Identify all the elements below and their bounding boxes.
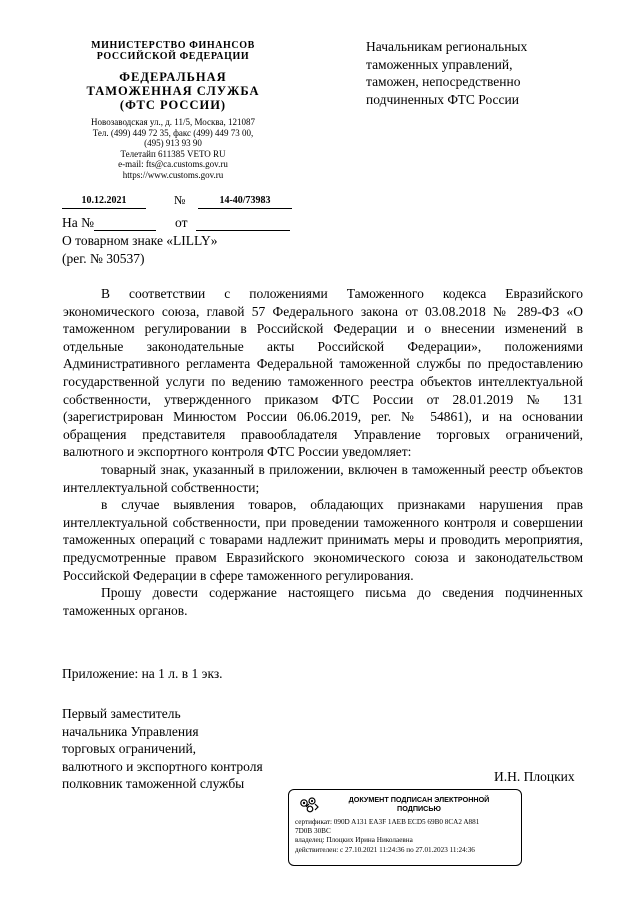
stamp-details [295, 818, 517, 855]
attachment-note: Приложение: на 1 л. в 1 экз. [62, 666, 223, 681]
reference-date-line [196, 230, 290, 231]
address-line-1: Новозаводская ул., д. 11/5, Москва, 121087 [91, 117, 255, 127]
registration-date [62, 195, 146, 206]
address-line-5: e-mail: fts@ca.customs.gov.ru [118, 159, 228, 170]
signatory-name: И.Н. Плоцких [494, 769, 575, 784]
ministry-name [62, 40, 284, 62]
subject-line-1: О товарном знаке «LILLY» [62, 233, 218, 248]
stamp-validity: действителен: с 27.10.2021 11:24:36 по 27.01.2023 11:24:36 [295, 845, 475, 854]
reference-number-line [94, 230, 156, 231]
subject [62, 232, 217, 267]
subject-line-2: (рег. № 30537) [62, 250, 145, 266]
body-paragraph-2: товарный знак, указанный в приложении, включен в таможенный реестр объектов интеллектуальной собственности; [63, 461, 583, 495]
signatory-line-3: торговых ограничений, [62, 741, 197, 757]
signatory-line-4: валютного и экспортного контроля [62, 758, 263, 774]
service-line-2: ТАМОЖЕННАЯ СЛУЖБА [86, 84, 260, 98]
customs-emblem-icon [297, 795, 321, 815]
body-paragraph-3: в случае выявления товаров, обладающих признаками нарушения прав интеллектуальной собственности, при проведении таможенного контроля и совершении таможенных операций с товарами надлежит принимать меры и проводить мероприятия, предусмотренные правом Евразийского экономического союза и законодательством Российской Федерации в сфере таможенного регулирования. [63, 497, 583, 583]
registration-number: 14-40/73983 [219, 195, 271, 206]
letter-body [63, 285, 583, 619]
signatory-line-2: начальника Управления [62, 723, 199, 739]
body-paragraph-1: В соответствии с положениями Таможенного кодекса Евразийского экономического союза, главой 57 Федерального закона от 03.08.2018 № 289-ФЗ «О таможенном регулировании в Российской Федерации и о внесении изменений в отдельные законодательные акты Российской Федерации», положениями Административного регламента Федеральной таможенной службы по предоставлению государственной услуги по ведению таможенного реестра объектов интеллектуальной собственности, утвержденного приказом ФТС России от 28.01.2019 № 131 (зарегистрирован Минюстом России 06.06.2019, рег. № 54861), и на основании обращения представителя правообладателя Управление торговых ограничений, валютного и экспортного контроля ФТС России уведомляет: [63, 286, 583, 460]
address-block [62, 117, 284, 181]
reference-from-label: от [175, 215, 188, 230]
recipient-line-4: подчиненных ФТС России [366, 91, 519, 107]
stamp-certificate-line-1: сертификат: 090D A131 EA3F 1AEB ECD5 69B0 8CA2 A881 [295, 818, 480, 826]
electronic-signature-stamp [288, 789, 522, 866]
service-line-3: (ФТС РОССИИ) [119, 98, 227, 112]
stamp-owner: владелец: Плоцких Ирина Николаевна [295, 836, 413, 845]
recipient-line-2: таможенных управлений, [366, 56, 513, 72]
signatory-block [62, 705, 263, 793]
signatory-line-5: полковник таможенной службы [62, 776, 245, 792]
registration-date-value: 10.12.2021 [81, 195, 127, 206]
stamp-title-line-2: ПОДПИСЬЮ [397, 803, 441, 813]
recipient-block [366, 38, 606, 108]
stamp-certificate-line-2: 7D0B 30BC [295, 827, 331, 836]
recipient-line-3: таможен, непосредственно [366, 74, 521, 89]
reference-label: На № [62, 215, 94, 230]
recipient-line-1: Начальникам региональных [366, 39, 528, 54]
signatory-line-1: Первый заместитель [62, 706, 181, 721]
number-sign: № [174, 193, 186, 207]
ministry-line-2: РОССИЙСКОЙ ФЕДЕРАЦИИ [96, 51, 250, 62]
body-paragraph-4: Прошу довести содержание настоящего письма до сведения подчиненных таможенных органов. [63, 585, 583, 618]
address-line-4: Телетайп 611385 VETO RU [120, 148, 226, 159]
stamp-title-line-1: ДОКУМЕНТ ПОДПИСАН ЭЛЕКТРОННОЙ [348, 795, 490, 804]
service-line-1: ФЕДЕРАЛЬНАЯ [119, 70, 227, 84]
number-underline [198, 208, 292, 209]
address-line-2: Тел. (499) 449 72 35, факс (499) 449 73 00, [92, 127, 254, 138]
address-line-6: https://www.customs.gov.ru [122, 169, 224, 180]
address-line-3: (495) 913 93 90 [144, 138, 202, 149]
ministry-line-1: МИНИСТЕРСТВО ФИНАНСОВ [91, 40, 255, 51]
service-name [62, 70, 284, 112]
stamp-title [323, 796, 515, 813]
date-underline [62, 208, 146, 209]
